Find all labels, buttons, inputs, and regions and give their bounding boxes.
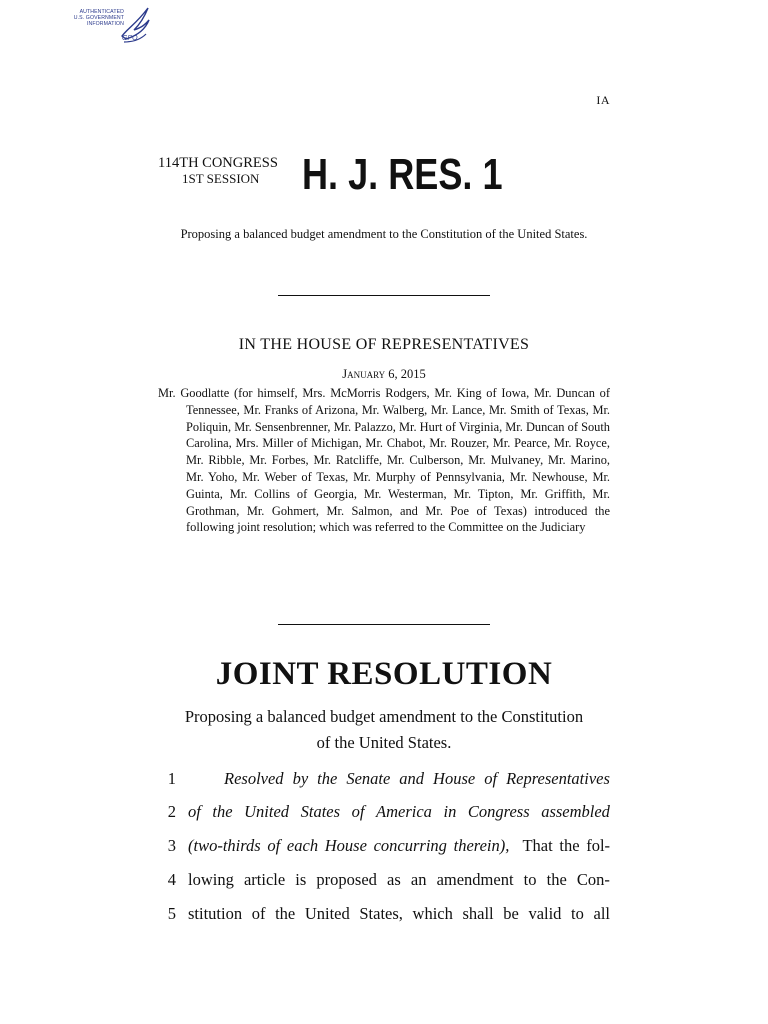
logo-text <box>62 9 124 27</box>
session-label: 1ST SESSION <box>182 171 260 186</box>
line-text-plain: That the fol- <box>522 836 611 855</box>
line-number: 4 <box>167 870 176 889</box>
jr-title-line-1: Proposing a balanced budget amendment to the Constitution <box>184 707 584 726</box>
gpo-mark: GPO <box>122 35 138 42</box>
line-text: stitution of the United States, which shall be valid to all <box>188 904 610 923</box>
line-text <box>188 835 610 857</box>
logo-line-3: INFORMATION <box>86 21 124 27</box>
logo-line-2: U.S. GOVERNMENT <box>73 15 124 21</box>
sponsors-text: Mr. Goodlatte (for himself, Mrs. McMorris Rodgers, Mr. King of Iowa, Mr. Duncan of Tennessee, Mr. Franks of Arizona, Mr. Walberg, Mr. Lance, Mr. Smith of Texas, Mr. Poliquin, Mr. Sensenbrenner, Mr. Palazzo, Mr. Hurt of Virginia, Mr. Duncan of South Carolina, Mrs. Miller of Michigan, Mr. Chabot, Mr. Rouzer, Mr. Pearce, Mr. Royce, Mr. Ribble, Mr. Forbes, Mr. Ratcliffe, Mr. Culberson, Mr. Mulvaney, Mr. Marino, Mr. Yoho, Mr. Weber of Texas, Mr. Murphy of Pennsylvania, Mr. Newhouse, Mr. Guinta, Mr. Collins of Georgia, Mr. Westerman, Mr. Tipton, Mr. Griffith, Mr. Grothman, Mr. Gohmert, Mr. Salmon, and Mr. Poe of Texas) introduced the following joint resolution; which was referred to the Committee on the Judiciary <box>158 386 610 535</box>
body-line <box>160 869 610 891</box>
sponsors-paragraph <box>158 385 610 536</box>
line-number: 5 <box>167 904 176 923</box>
joint-resolution-heading: JOINT RESOLUTION <box>215 656 553 692</box>
line-text-italic: (two-thirds of each House concurring therein), <box>188 836 510 855</box>
congress-number: 114TH CONGRESS <box>158 155 278 171</box>
gpo-authenticated-logo <box>62 6 148 46</box>
body-line <box>160 835 610 857</box>
line-number: 2 <box>167 802 176 821</box>
line-number: 3 <box>167 836 176 855</box>
body-line <box>160 903 610 925</box>
body-line <box>160 801 610 823</box>
congress-session <box>158 155 278 187</box>
introduction-date: January 6, 2015 <box>342 367 426 381</box>
line-text: of the United States of America in Congress assembled <box>188 802 610 821</box>
resolution-number: H. J. RES. 1 <box>302 150 503 199</box>
line-text: lowing article is proposed as an amendment to the Con- <box>188 870 610 889</box>
ia-mark: IA <box>596 93 610 107</box>
chamber-heading: IN THE HOUSE OF REPRESENTATIVES <box>238 336 530 353</box>
logo-line-1: AUTHENTICATED <box>79 9 124 15</box>
divider-top <box>278 295 490 296</box>
divider-bottom <box>278 624 490 625</box>
line-text: Resolved by the Senate and House of Representatives <box>224 769 610 788</box>
jr-title-line-2: of the United States. <box>316 733 452 752</box>
short-title: Proposing a balanced budget amendment to the Constitution of the United States. <box>180 227 588 241</box>
line-number: 1 <box>167 769 176 788</box>
joint-resolution-title <box>160 704 608 756</box>
body-line <box>160 768 610 790</box>
